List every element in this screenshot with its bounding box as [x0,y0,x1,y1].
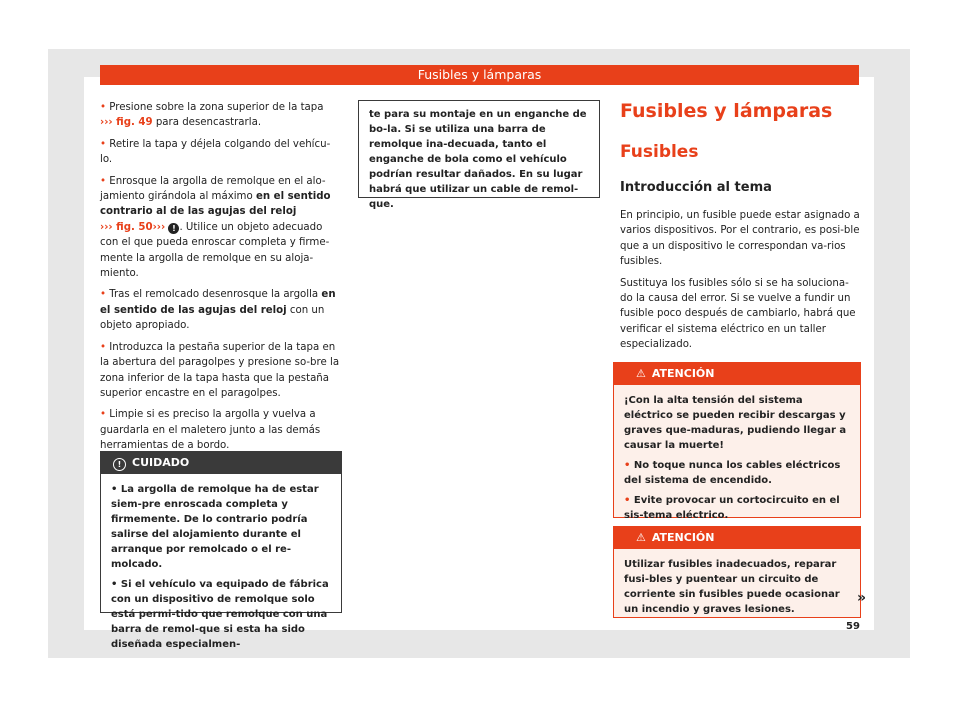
caution-item: • Si el vehículo va equipado de fábrica con un dispositivo de remolque solo está permi-tido que remolque con una barra de remol-que si esta ha sido diseñada especialmen- [111,579,329,650]
chapter-title: Fusibles y lámparas [620,100,833,122]
paragraph: En principio, un fusible puede estar asignado a varios dispositivos. Por el contrario, es posi-ble que a un dispositivo le correspondan va-rios fusibles. [620,210,860,268]
bullet-icon: • [100,102,107,113]
bullet-item: • Introduzca la pestaña superior de la tapa en la abertura del paragolpes y presione so-bre la zona inferior de la tapa hasta que la pestaña superior encastre en el paragolpes. [100,341,340,399]
bullet-icon: • [111,579,118,590]
warning-header: ⚠ ATENCIÓN [614,363,860,385]
bullet-icon: • [100,175,107,187]
page-header: Fusibles y lámparas [100,65,859,85]
bullet-icon: • [100,289,107,301]
column-left [100,100,340,460]
figure-link[interactable]: ››› fig. 49 [100,117,153,129]
subsection-title: Introducción al tema [620,180,772,195]
caution-item: • La argolla de remolque ha de estar siem-pre enroscada completa y firmemente. De lo contrario podría salirse del alojamiento durante el arranque por remolcado o el re-molcado. [111,484,319,570]
bullet-icon: • [111,484,118,495]
bullet-icon: • [100,409,107,421]
bullet-icon: • [624,460,631,471]
warning-triangle-icon: ⚠ [636,367,646,380]
bullet-icon: • [100,138,107,150]
warning-link[interactable]: ››› [152,221,166,233]
bullet-item: • Limpie si es preciso la argolla y vuelva a guardarla en el maletero junto a las demás herramientas de a bordo. [100,409,321,452]
warning-item: • No toque nunca los cables eléctricos del sistema de encendido. [624,460,841,486]
caution-icon: ! [168,223,179,234]
paragraph: Sustituya los fusibles sólo si se ha soluciona-do la causa del error. Si se vuelve a fundir un fusible poco después de cambiarlo, habrá que verificar el sistema eléctrico en un taller especializado. [620,277,856,351]
page-number: 59 [846,621,860,632]
warning-triangle-icon: ⚠ [636,531,646,544]
caution-header: ! CUIDADO [101,452,341,474]
continue-arrow-icon: » [857,590,867,606]
bullet-item: • Presione sobre la zona superior de la tapa ››› fig. 49 para desencastrarla. [100,102,324,129]
caution-box-continued: te para su montaje en un enganche de bo-la. Si se utiliza una barra de remolque ina-decuada, tanto el enganche de bola como el vehículo podrían resultar dañados. En su lugar habrá que utilizar un cable de remol-que. [358,100,600,198]
column-right [620,208,860,359]
bullet-item: • Tras el remolcado desenrosque la argolla en el sentido de las agujas del reloj con un objeto apropiado. [100,289,336,332]
warning-box: ⚠ ATENCIÓN Utilizar fusibles inadecuados, reparar fusi-bles y puentear un circuito de corriente sin fusibles puede ocasionar un incendio y graves lesiones. [613,526,861,618]
warning-item: • Evite provocar un cortocircuito en el sis-tema eléctrico. [624,495,840,521]
bullet-icon: • [100,341,107,353]
figure-link[interactable]: ››› fig. 50 [100,221,153,233]
section-title: Fusibles [620,142,699,162]
bullet-item: • Retire la tapa y déjela colgando del vehícu-lo. [100,138,331,166]
info-circle-icon: ! [113,458,126,471]
warning-header: ⚠ ATENCIÓN [614,527,860,549]
bullet-item: • Enrosque la argolla de remolque en el alo-jamiento girándola al máximo en el sentido contrario al de las agujas del reloj ››› fig. 50››› ! . Utilice un objeto adecuado con el que pueda enroscar completa y firme-mente la argolla de remolque en su aloja-miento. [100,175,331,280]
caution-box [100,451,342,650]
bullet-icon: • [624,495,631,506]
warning-box: ⚠ ATENCIÓN ¡Con la alta tensión del sistema eléctrico se pueden recibir descargas y graves que-maduras, pudiendo llegar a causar la muerte! • No toque nunca los cables eléctricos del sistema de encendido. • Evite provocar un cortocircuito en el sis-tema eléctrico. [613,362,861,518]
